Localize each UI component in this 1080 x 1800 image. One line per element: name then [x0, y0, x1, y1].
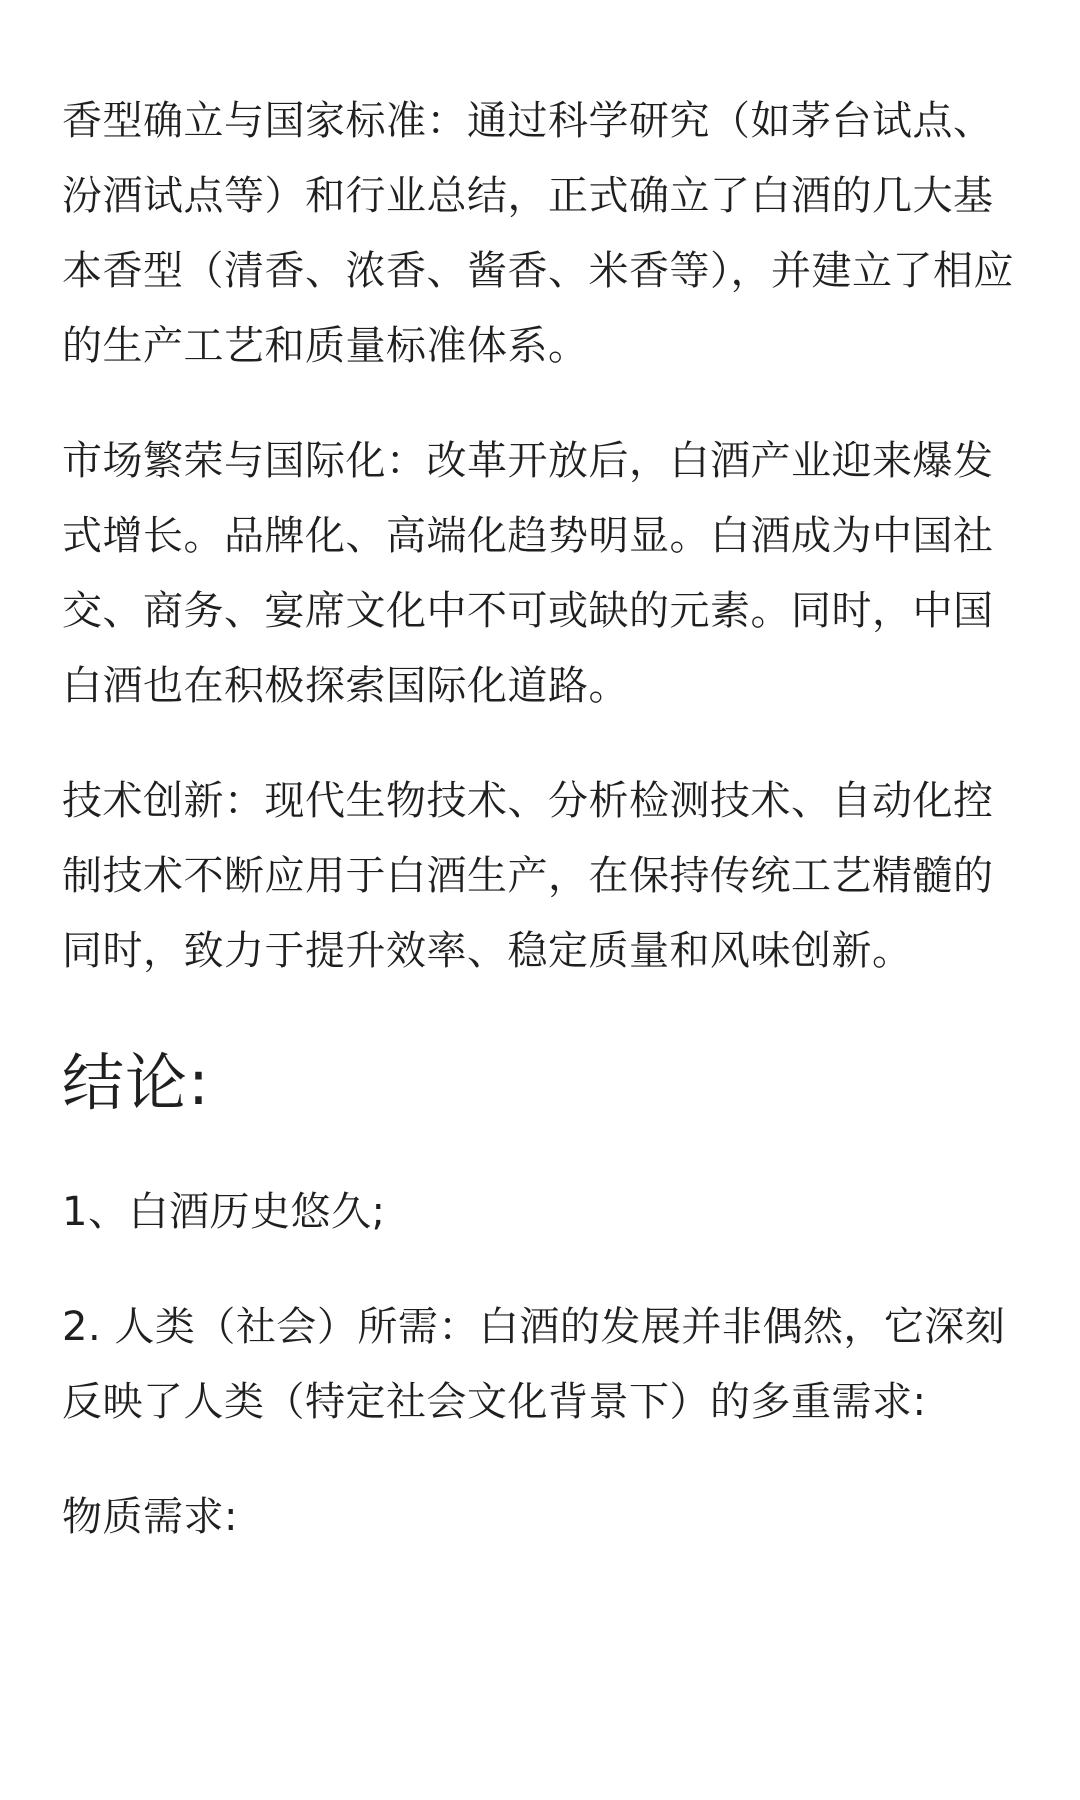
article-content [62, 84, 1022, 1555]
paragraph-market-internationalization: 市场繁荣与国际化：改革开放后，白酒产业迎来爆发式增长。品牌化、高端化趋势明显。白酒成为中国社交、商务、宴席文化中不可或缺的元素。同时，中国白酒也在积极探索国际化道路。 [62, 438, 994, 709]
paragraph-aroma-standards: 香型确立与国家标准：通过科学研究（如茅台试点、汾酒试点等）和行业总结，正式确立了白酒的几大基本香型（清香、浓香、酱香、米香等），并建立了相应的生产工艺和质量标准体系。 [62, 98, 1014, 369]
paragraph-technical-innovation: 技术创新：现代生物技术、分析检测技术、自动化控制技术不断应用于白酒生产，在保持传统工艺精髓的同时，致力于提升效率、稳定质量和风味创新。 [62, 778, 994, 974]
conclusion-item-human-needs: 2. 人类（社会）所需：白酒的发展并非偶然，它深刻反映了人类（特定社会文化背景下）的多重需求: [62, 1304, 1006, 1425]
conclusion-item-material-needs: 物质需求: [62, 1494, 238, 1540]
conclusion-heading: 结论: [62, 1046, 210, 1119]
conclusion-item-history: 1、白酒历史悠久; [62, 1189, 386, 1235]
